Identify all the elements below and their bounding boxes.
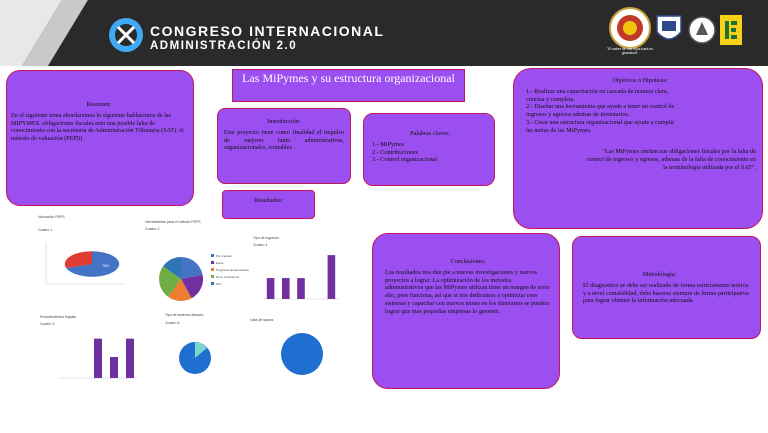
- objetivos-quote: "Las MiPymes omiten sus obligaciones fiscales por la falta de control de ingresos y egresos, ademas de la falta de conocimiento en la terminología utilizada por el SAT".: [586, 148, 756, 171]
- chart-4-bar-4: [126, 339, 134, 378]
- institute-logo-icon: [688, 15, 716, 45]
- resumen-heading: Resumen:: [86, 101, 112, 108]
- header-banner: [0, 0, 768, 66]
- shield-logo-icon: [655, 14, 683, 46]
- seal-motto: "El saber de mis hijos hará mi grandeza": [606, 47, 654, 55]
- chart-2-note: Tipo de sistema utilizado: [165, 313, 204, 317]
- objetivos-heading: Objetivos o Hipotesis:: [612, 77, 668, 84]
- chart-2-legend-label-2: Programa de facturación: [216, 268, 249, 272]
- introduccion-heading: Introducción:: [267, 118, 301, 125]
- introduccion-body: Este proyecto tiene como finalidad el impulso de mejores tanto administrativas, organizacionales, contables .: [224, 128, 344, 152]
- palabras-item: 1.- MiPymes: [372, 140, 404, 148]
- chart-5-sub: Cuadro 5: [165, 321, 180, 325]
- chart-2-legend-label-1: Excel: [216, 261, 224, 265]
- congress-subtitle: ADMINISTRACIÓN 2.0: [150, 40, 298, 52]
- palabras-item: 3.- Control organizacional: [372, 156, 438, 164]
- chart-4-svg: [38, 314, 142, 384]
- chart-3-svg: [251, 235, 343, 307]
- chart-1-title: Valoración PEPS: [38, 215, 65, 219]
- chart-4-bar-2: [94, 339, 102, 378]
- chart-3-title: Tipo de ingresos: [253, 236, 279, 240]
- chart-4-title: Procedimientos legales: [40, 315, 77, 319]
- objetivos-panel: [513, 68, 763, 229]
- chart-6-title: Lista de lapsos: [250, 318, 274, 322]
- resultados-heading: Resultados:: [254, 197, 283, 204]
- chart-3-bar-1: [282, 278, 290, 299]
- metodologia-body: El diagnostico se debe ser realizado de forma estrictamente teórica y a nivel contabilidad, debe hacerse siempre de forma participativa para lograr obtener la información adecuada.: [583, 281, 749, 305]
- chart-2-legend-label-0: Por manual: [216, 254, 232, 258]
- chart-3-sub: Cuadro 4: [253, 243, 268, 247]
- chart-6-pie: [281, 333, 323, 375]
- chart-4-sub: Cuadro 3: [40, 322, 55, 326]
- chart-2: [143, 219, 249, 321]
- chart-1-pie: [65, 251, 119, 277]
- chart-1-svg: [34, 214, 134, 289]
- chart-3-bar-0: [267, 278, 275, 299]
- metodologia-panel: [572, 236, 761, 339]
- chart-2-legend-swatch-1: [211, 261, 214, 264]
- chart-2-legend-label-4: Otro: [216, 282, 222, 286]
- chart-3: [251, 235, 343, 307]
- chart-3-bar-2: [297, 278, 305, 299]
- conclusiones-heading: Conclusiones:: [450, 258, 486, 265]
- metodologia-heading: Metodología:: [643, 271, 677, 278]
- objetivos-item: 1.- Realizar una capacitación en cascada de manera clara, concisa y completa.: [526, 87, 669, 103]
- resumen-body: En el siguiente tema abordaremos lo siguiente hablaremos de las MIPYMES. obligaciones fiscales esto una posible falta de conocimiento con la secretaria de Administración Tributaria (SAT). el método de valuación (PEPS) .: [11, 111, 184, 142]
- chart-2-svg: [143, 219, 249, 321]
- chart-2-legend-swatch-3: [211, 275, 214, 278]
- resultados-label-panel: [222, 190, 315, 219]
- poster-title: Las MiPymes y su estructura organizacional: [232, 69, 465, 102]
- chart-5: [163, 320, 233, 382]
- palabras-heading: Palabras claves:: [410, 130, 450, 137]
- tec-logo-icon: [720, 15, 742, 45]
- conclusiones-panel: [372, 233, 560, 389]
- palabras-item: 2.- Contribuciones: [372, 148, 419, 156]
- chart-5-svg: [163, 320, 233, 382]
- chart-3-bar-4: [328, 255, 336, 299]
- resumen-panel: [6, 70, 194, 206]
- chart-2-legend-swatch-2: [211, 268, 214, 271]
- chart-2-sub: Cuadro 2: [145, 227, 160, 231]
- conclusiones-body: Los resultados nos dan pie a nuevas investigaciones y nuevos proyectos a lograr. La optimización de los metodos administrativos que las MiPymes utilizan tiene un margen de error alto, pero funciona, así que si nos dedicamos a optimizar esos sistemas y capacitar con nuevos temas en los itinerarios se pueden lograr que mas pequeñas empresas lo generen.: [385, 268, 550, 315]
- chart-6-svg: [248, 317, 338, 383]
- chart-1: [34, 214, 134, 289]
- chart-4-bar-3: [110, 357, 118, 378]
- objetivos-item: 3.- Crear una estructura organizacional que ayude a cumplir las metas de las MiPymes.: [526, 118, 675, 134]
- chart-4: [38, 314, 142, 384]
- palabras-panel: [363, 113, 495, 186]
- chart-2-legend-label-3: No lo conocemos: [216, 275, 240, 279]
- chart-1-pct-label: 70%: [102, 264, 110, 268]
- chart-2-legend-swatch-4: [211, 282, 214, 285]
- objetivos-item: 2.- Diseñar una herramienta que ayude a tener un control de ingresos y egresos ademas de inventarios.: [526, 103, 675, 118]
- congress-name: CONGRESO INTERNACIONAL: [150, 23, 385, 39]
- chart-2-title: Herramientas para el método PEPS: [145, 220, 201, 224]
- chart-2-legend-swatch-0: [211, 254, 214, 257]
- introduccion-panel: [217, 108, 351, 184]
- chart-1-sub: Cuadro 1: [38, 228, 53, 232]
- congress-logo-icon: [107, 16, 145, 54]
- chart-6: [248, 317, 338, 383]
